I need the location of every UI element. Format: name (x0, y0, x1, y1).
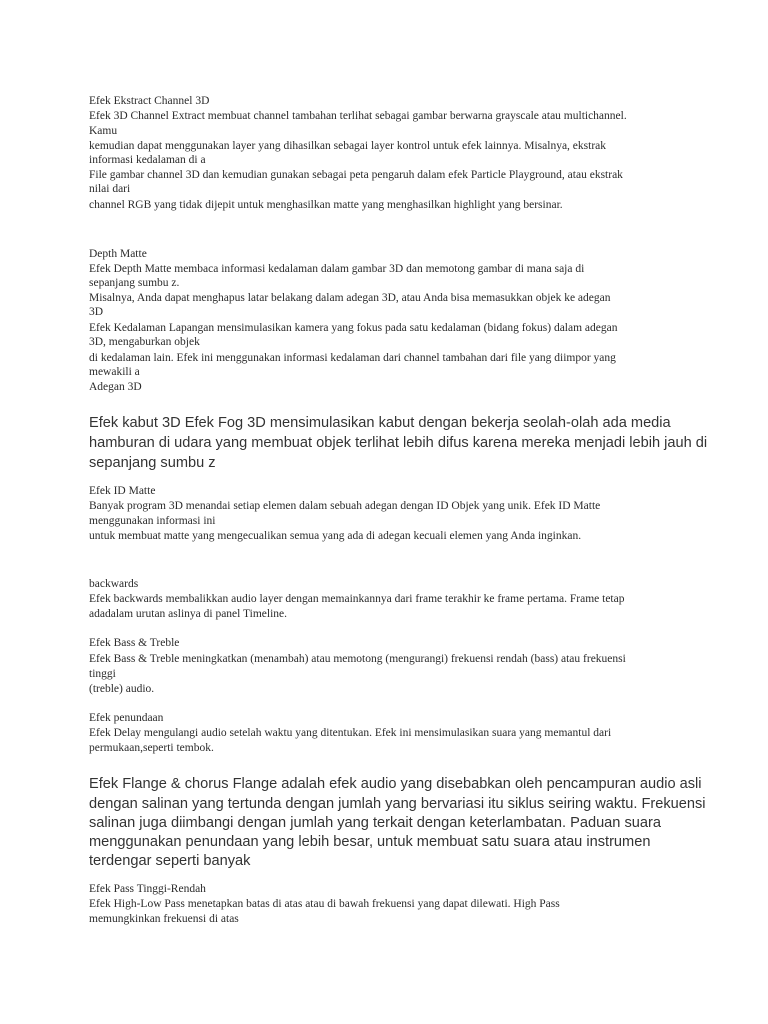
body-line: Efek Depth Matte membaca informasi kedalaman dalam gambar 3D dan memotong gambar di mana saja di (89, 263, 585, 275)
section-heading: Efek Ekstract Channel 3D (89, 95, 210, 107)
body-line: nilai dari (89, 183, 131, 195)
large-text-line: dengan salinan yang tertunda dengan jumlah yang bervariasi itu siklus seiring waktu. Frekuensi (89, 796, 706, 812)
body-line: Adegan 3D (89, 381, 142, 393)
body-line: Efek High-Low Pass menetapkan batas di atas atau di bawah frekuensi yang dapat dilewati. High Pass (89, 898, 560, 910)
large-text-line: salinan juga diimbangi dengan jumlah yang terkait dengan keterlambatan. Paduan suara (89, 815, 661, 831)
large-text-line: menggunakan penundaan yang lebih besar, untuk membuat satu suara atau instrumen (89, 834, 651, 850)
body-line: tinggi (89, 668, 116, 680)
large-text-line: sepanjang sumbu z (89, 455, 216, 471)
large-text-line: terdengar seperti banyak (89, 853, 251, 869)
body-line: Efek Delay mengulangi audio setelah waktu yang ditentukan. Efek ini mensimulasikan suara yang memantul dari (89, 727, 612, 739)
body-line: 3D (89, 306, 104, 318)
body-line: untuk membuat matte yang mengecualikan semua yang ada di adegan kecuali elemen yang Anda inginkan. (89, 530, 582, 542)
body-line: menggunakan informasi ini (89, 515, 216, 527)
body-line: Kamu (89, 125, 118, 137)
body-line: channel RGB yang tidak dijepit untuk menghasilkan matte yang menghasilkan highlight yang bersinar. (89, 199, 563, 211)
section-heading: Efek Bass & Treble (89, 637, 180, 649)
body-line: memungkinkan frekuensi di atas (89, 913, 239, 925)
section-heading: Efek Pass Tinggi-Rendah (89, 883, 206, 895)
section-heading: backwards (89, 578, 139, 590)
body-line: 3D, mengaburkan objek (89, 336, 200, 348)
body-line: File gambar channel 3D dan kemudian gunakan sebagai peta pengaruh dalam efek Particle Playground, atau ekstrak (89, 169, 623, 181)
body-line: Efek Bass & Treble meningkatkan (menambah) atau memotong (mengurangi) frekuensi rendah (bass) atau frekuensi (89, 653, 626, 665)
section-heading: Efek penundaan (89, 712, 164, 724)
body-line: Misalnya, Anda dapat menghapus latar belakang dalam adegan 3D, atau Anda bisa memasukkan objek ke adegan (89, 292, 611, 304)
body-line: sepanjang sumbu z. (89, 277, 180, 289)
body-line: informasi kedalaman di a (89, 154, 206, 166)
body-line: Efek backwards membalikkan audio layer dengan memainkannya dari frame terakhir ke frame pertama. Frame tetap (89, 593, 625, 605)
body-line: Banyak program 3D menandai setiap elemen dalam sebuah adegan dengan ID Objek yang unik. Efek ID Matte (89, 500, 601, 512)
section-heading: Efek ID Matte (89, 485, 156, 497)
body-line: kemudian dapat menggunakan layer yang dihasilkan sebagai layer kontrol untuk efek lainnya. Misalnya, ekstrak (89, 140, 607, 152)
body-line: (treble) audio. (89, 683, 155, 695)
large-text-line: Efek kabut 3D Efek Fog 3D mensimulasikan kabut dengan bekerja seolah-olah ada media (89, 415, 671, 431)
section-heading: Depth Matte (89, 248, 147, 260)
body-line: di kedalaman lain. Efek ini menggunakan informasi kedalaman dari channel tambahan dari file yang diimpor yang (89, 352, 616, 364)
body-line: Efek 3D Channel Extract membuat channel tambahan terlihat sebagai gambar berwarna grayscale atau multichannel. (89, 110, 627, 122)
body-line: permukaan,seperti tembok. (89, 742, 214, 754)
body-line: adadalam urutan aslinya di panel Timeline. (89, 608, 288, 620)
body-line: mewakili a (89, 366, 140, 378)
large-text-line: Efek Flange & chorus Flange adalah efek audio yang disebabkan oleh pencampuran audio asli (89, 776, 702, 792)
body-line: Efek Kedalaman Lapangan mensimulasikan kamera yang fokus pada satu kedalaman (bidang fokus) dalam adegan (89, 322, 618, 334)
large-text-line: hamburan di udara yang membuat objek terlihat lebih difus karena mereka menjadi lebih jauh di (89, 435, 708, 451)
